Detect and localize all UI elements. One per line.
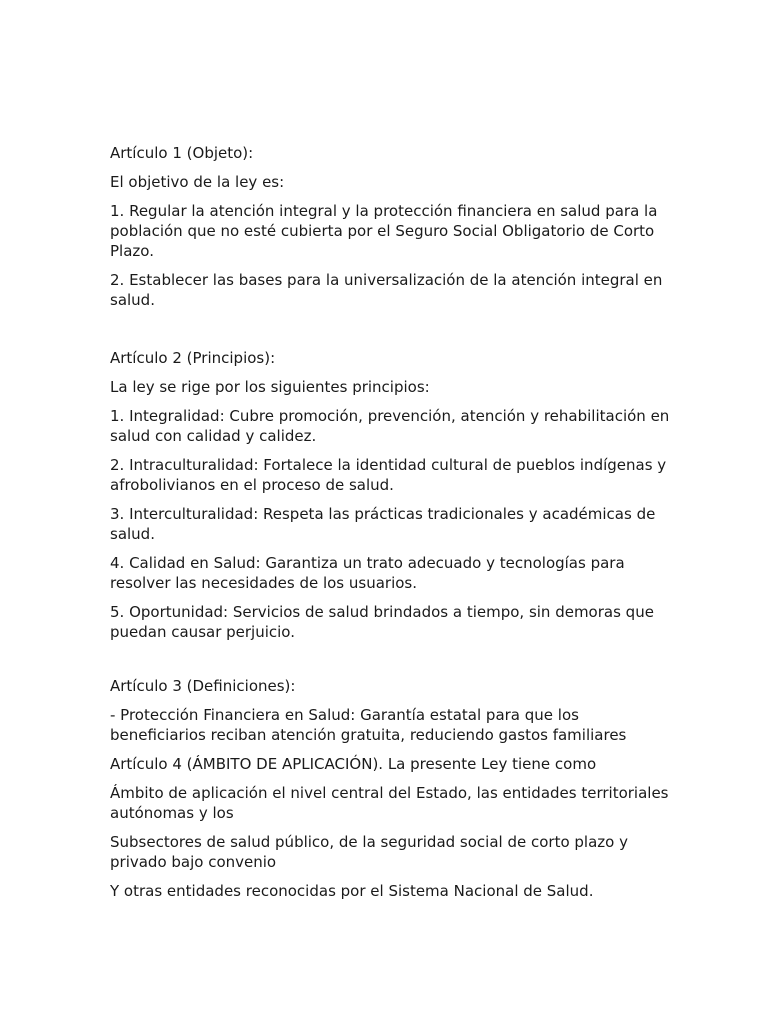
article-2-item-1: 1. Integralidad: Cubre promoción, prevención, atención y rehabilitación en salud con calidad y calidez. (110, 407, 670, 445)
article-2-item-2: 2. Intraculturalidad: Fortalece la identidad cultural de pueblos indígenas y afrobolivianos en el proceso de salud. (110, 456, 667, 494)
article-1-intro: El objetivo de la ley es: (110, 173, 285, 191)
article-2-intro: La ley se rige por los siguientes principios: (110, 378, 430, 396)
article-4-line-3: Subsectores de salud público, de la seguridad social de corto plazo y privado bajo convenio (110, 833, 628, 871)
article-1-item-1: 1. Regular la atención integral y la protección financiera en salud para la población que no esté cubierta por el Seguro Social Obligatorio de Corto Plazo. (110, 202, 658, 260)
article-4-line-2: Ámbito de aplicación el nivel central del Estado, las entidades territoriales autónomas y los (110, 784, 669, 822)
article-2-heading: Artículo 2 (Principios): (110, 349, 276, 367)
article-3-heading: Artículo 3 (Definiciones): (110, 677, 296, 695)
article-4-line-1: Artículo 4 (ÁMBITO DE APLICACIÓN). La presente Ley tiene como (110, 755, 597, 773)
article-3-item-1: - Protección Financiera en Salud: Garantía estatal para que los beneficiarios reciban atención gratuita, reduciendo gastos familiares (110, 706, 627, 744)
article-1-heading: Artículo 1 (Objeto): (110, 144, 254, 162)
document-body (110, 143, 670, 910)
article-2-item-5: 5. Oportunidad: Servicios de salud brindados a tiempo, sin demoras que puedan causar perjuicio. (110, 603, 654, 641)
article-4-line-4: Y otras entidades reconocidas por el Sistema Nacional de Salud. (110, 882, 594, 900)
article-1-item-2: 2. Establecer las bases para la universalización de la atención integral en salud. (110, 271, 663, 309)
article-2-item-3: 3. Interculturalidad: Respeta las prácticas tradicionales y académicas de salud. (110, 505, 656, 543)
article-2-item-4: 4. Calidad en Salud: Garantiza un trato adecuado y tecnologías para resolver las necesidades de los usuarios. (110, 554, 625, 592)
